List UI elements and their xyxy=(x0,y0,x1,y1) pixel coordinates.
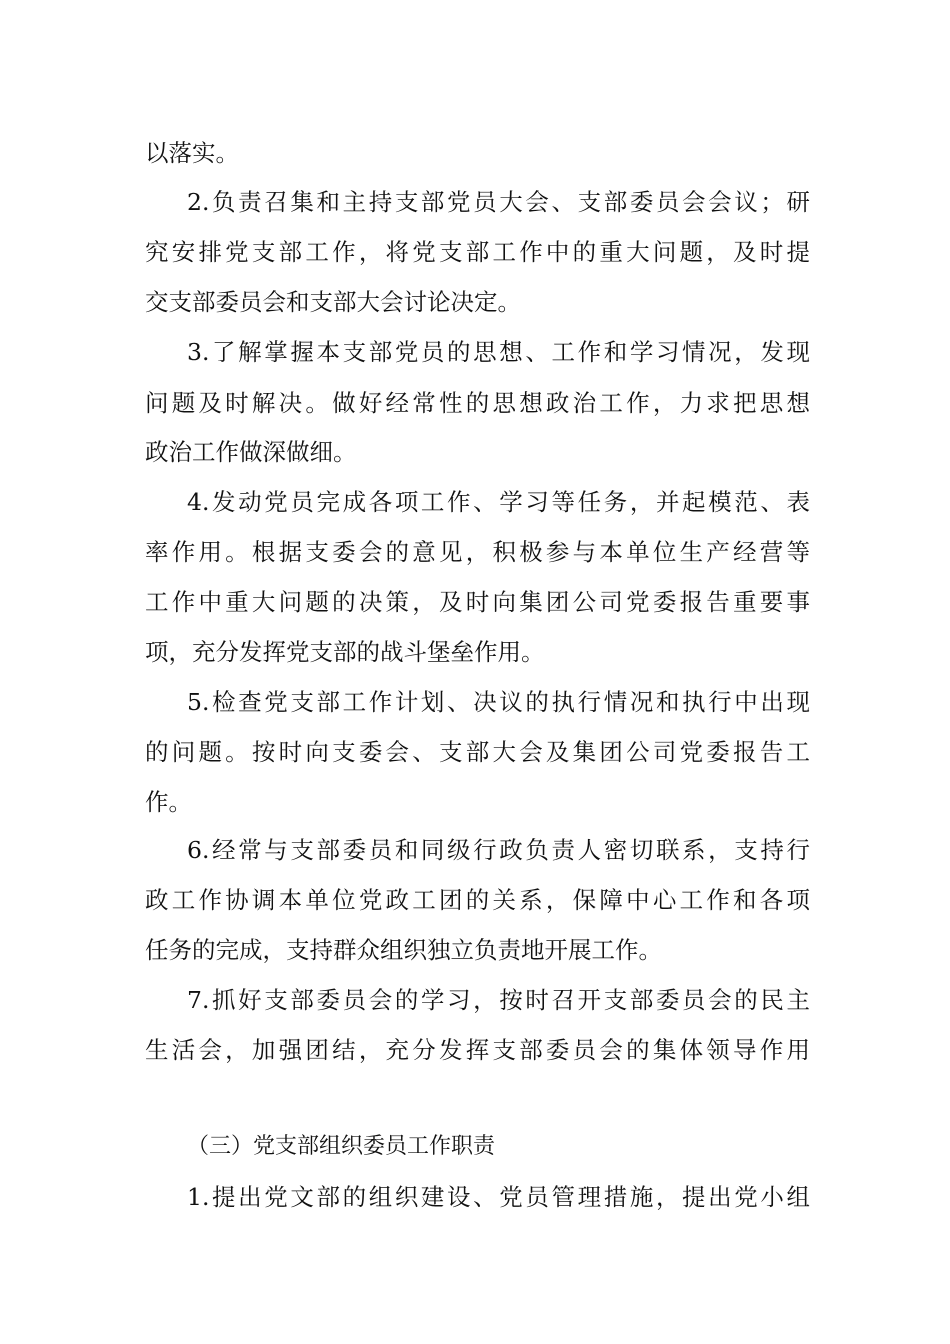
paragraph-3-line-3: 政治工作做深做细。 xyxy=(145,438,357,466)
paragraph-8-line-1: 1.提出党文部的组织建设、党员管理措施，提出党小组 xyxy=(187,1183,810,1211)
paragraph-4-line-2: 率作用。根据支委会的意见，积极参与本单位生产经营等 xyxy=(145,538,810,566)
paragraph-5-line-1: 5.检查党支部工作计划、决议的执行情况和执行中出现 xyxy=(187,688,810,716)
paragraph-6-line-2: 政工作协调本单位党政工团的关系，保障中心工作和各项 xyxy=(145,886,810,914)
paragraph-6-line-3: 任务的完成，支持群众组织独立负责地开展工作。 xyxy=(145,936,662,964)
paragraph-2-line-2: 究安排党支部工作，将党支部工作中的重大问题，及时提 xyxy=(145,238,810,266)
paragraph-2-line-1: 2.负责召集和主持支部党员大会、支部委员会会议；研 xyxy=(187,188,810,216)
text-line: 以落实。 xyxy=(145,139,239,167)
paragraph-4-line-1: 4.发动党员完成各项工作、学习等任务，并起模范、表 xyxy=(187,488,810,516)
paragraph-7-line-2: 生活会，加强团结，充分发挥支部委员会的集体领导作用 xyxy=(145,1036,810,1064)
section-heading: （三）党支部组织委员工作职责 xyxy=(187,1134,496,1159)
paragraph-2-line-3: 交支部委员会和支部大会讨论决定。 xyxy=(145,288,521,316)
paragraph-4-line-4: 项，充分发挥党支部的战斗堡垒作用。 xyxy=(145,638,545,666)
paragraph-6-line-1: 6.经常与支部委员和同级行政负责人密切联系，支持行 xyxy=(187,836,810,864)
paragraph-3-line-1: 3.了解掌握本支部党员的思想、工作和学习情况，发现 xyxy=(187,338,810,366)
paragraph-7-line-1: 7.抓好支部委员会的学习，按时召开支部委员会的民主 xyxy=(187,986,810,1014)
paragraph-5-line-3: 作。 xyxy=(145,788,192,816)
paragraph-3-line-2: 问题及时解决。做好经常性的思想政治工作，力求把思想 xyxy=(145,389,810,417)
paragraph-5-line-2: 的问题。按时向支委会、支部大会及集团公司党委报告工 xyxy=(145,738,810,766)
paragraph-4-line-3: 工作中重大问题的决策，及时向集团公司党委报告重要事 xyxy=(145,588,810,616)
